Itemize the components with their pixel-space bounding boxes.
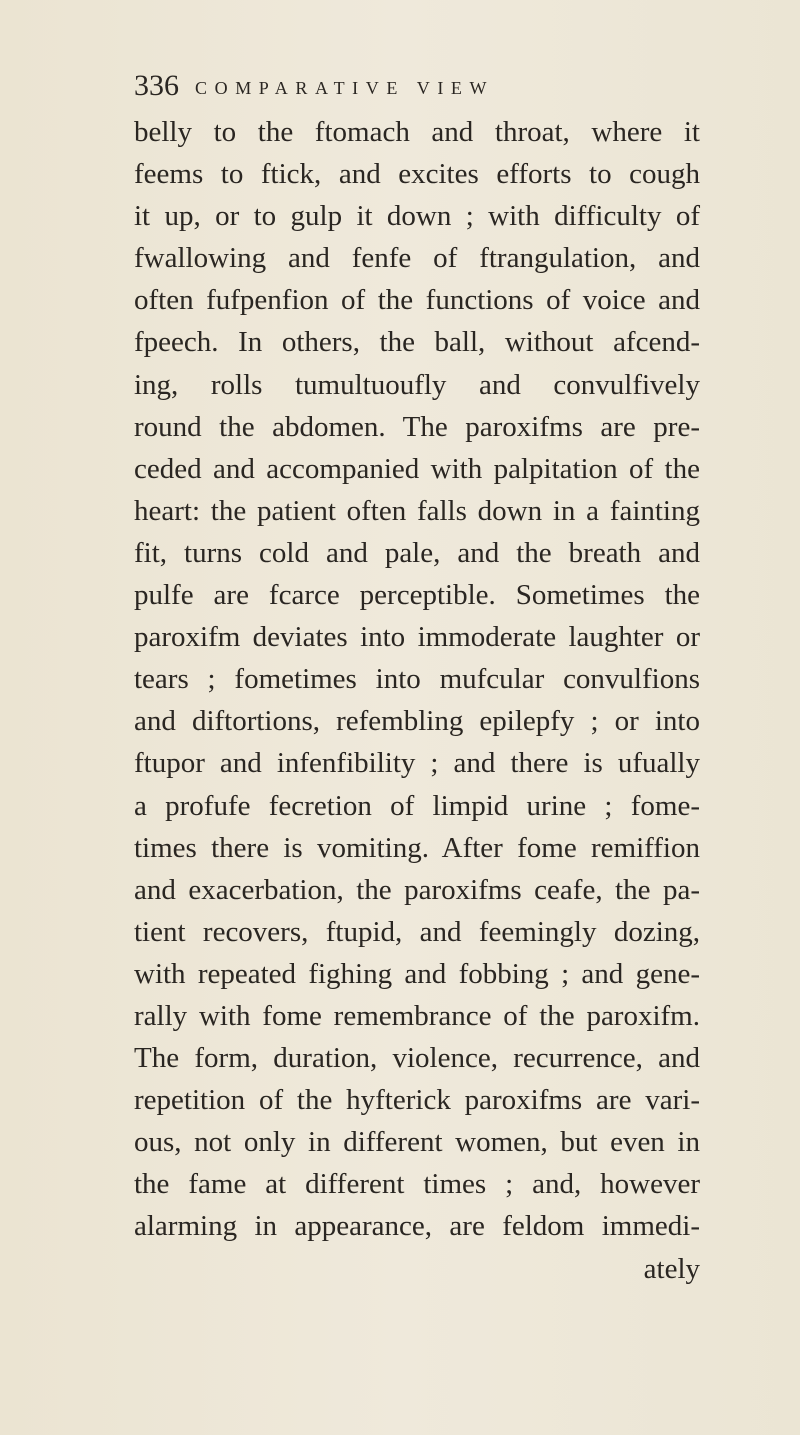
text-line: fpeech. In others, the ball, without afcend- (134, 326, 700, 359)
text-line: belly to the ftomach and throat, where it (134, 116, 700, 148)
text-line: ceded and accompanied with palpitation of the (134, 452, 700, 485)
text-line: alarming in appearance, are feldom immedi- (134, 1210, 700, 1243)
text-line: heart: the patient often falls down in a fainting (134, 494, 700, 527)
text-line: fit, turns cold and pale, and the breath and (134, 536, 700, 569)
text-line: feems to ftick, and excites efforts to cough (134, 158, 700, 191)
text-line: ftupor and infenfibility ; and there is ufually (134, 747, 700, 780)
running-head: COMPARATIVE VIEW (195, 78, 495, 98)
text-line: fwallowing and fenfe of ftrangulation, and (134, 242, 700, 275)
text-line: ous, not only in different women, but even in (134, 1126, 700, 1159)
text-line: The form, duration, violence, recurrence, and (134, 1042, 700, 1075)
text-line: pulfe are fcarce perceptible. Sometimes the (134, 579, 700, 612)
text-line: the fame at different times ; and, however (134, 1168, 700, 1201)
text-line: and exacerbation, the paroxifms ceafe, the pa- (134, 873, 700, 906)
text-line: often fufpenfion of the functions of voice and (134, 284, 700, 317)
text-line: tears ; fometimes into mufcular convulfions (134, 663, 700, 696)
text-line: with repeated fighing and fobbing ; and gene- (134, 957, 700, 990)
text-line: tient recovers, ftupid, and feemingly dozing, (134, 915, 700, 948)
text-line: and diftortions, refembling epilepfy ; or into (134, 705, 700, 738)
text-line: round the abdomen. The paroxifms are pre- (134, 410, 700, 443)
body-text (134, 111, 700, 1290)
text-line: paroxifm deviates into immoderate laughter or (134, 621, 700, 654)
catchword: ately (643, 1252, 700, 1285)
text-line: it up, or to gulp it down ; with difficulty of (134, 200, 700, 233)
text-line: repetition of the hyfterick paroxifms are vari- (134, 1084, 700, 1117)
text-line: times there is vomiting. After fome remiffion (134, 831, 700, 864)
text-line: rally with fome remembrance of the paroxifm. (134, 999, 700, 1032)
page-number: 336 (134, 69, 179, 102)
page-header (134, 66, 694, 106)
text-line: ing, rolls tumultuoufly and convulfively (134, 368, 700, 401)
text-line: a profufe fecretion of limpid urine ; fome- (134, 789, 700, 822)
